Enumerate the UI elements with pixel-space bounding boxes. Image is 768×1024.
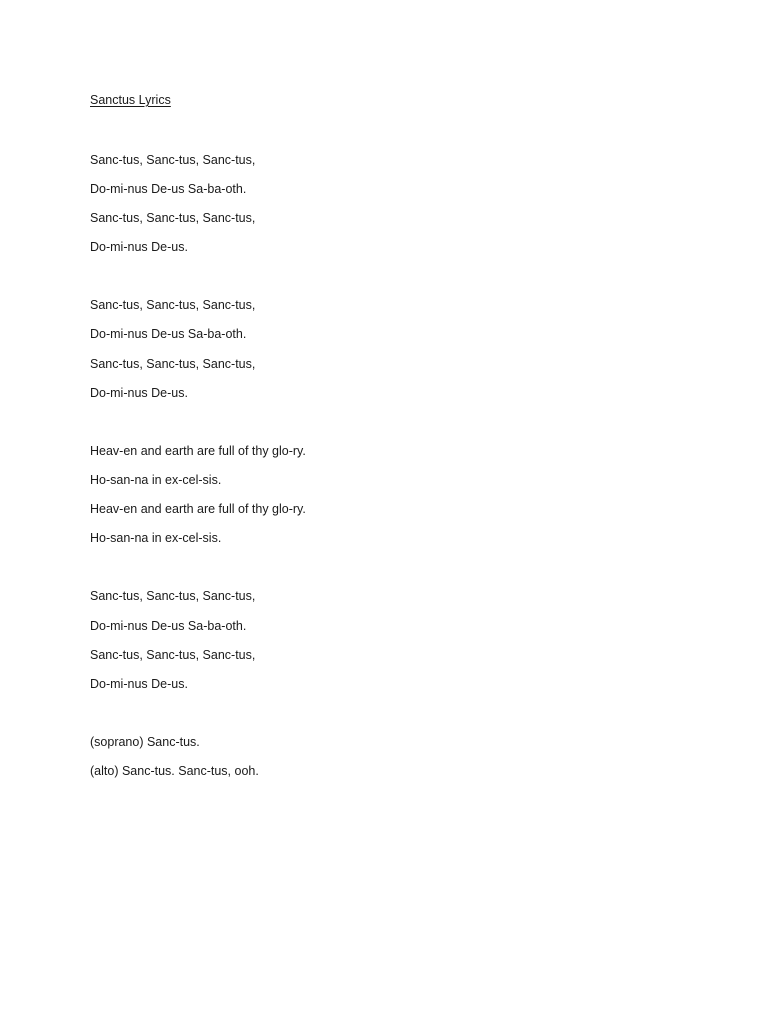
lyric-line: Do-mi-nus De-us. [90, 677, 188, 691]
lyric-line: Sanc-tus, Sanc-tus, Sanc-tus, [90, 357, 256, 371]
lyric-line: Sanc-tus, Sanc-tus, Sanc-tus, [90, 589, 256, 603]
lyric-line: Do-mi-nus De-us. [90, 240, 188, 254]
lyric-line: Ho-san-na in ex-cel-sis. [90, 531, 222, 545]
lyric-line: Sanc-tus, Sanc-tus, Sanc-tus, [90, 211, 256, 225]
lyric-line: Sanc-tus, Sanc-tus, Sanc-tus, [90, 153, 256, 167]
lyric-line: Do-mi-nus De-us. [90, 386, 188, 400]
lyric-line: (alto) Sanc-tus. Sanc-tus, ooh. [90, 764, 259, 778]
lyric-line: Do-mi-nus De-us Sa-ba-oth. [90, 327, 247, 341]
lyric-line: Heav-en and earth are full of thy glo-ry. [90, 444, 306, 458]
lyric-line: Do-mi-nus De-us Sa-ba-oth. [90, 182, 247, 196]
lyric-line: (soprano) Sanc-tus. [90, 735, 200, 749]
lyric-line: Ho-san-na in ex-cel-sis. [90, 473, 222, 487]
lyric-line: Sanc-tus, Sanc-tus, Sanc-tus, [90, 298, 256, 312]
document-title: Sanctus Lyrics [90, 93, 171, 107]
lyric-line: Heav-en and earth are full of thy glo-ry. [90, 502, 306, 516]
lyric-line: Do-mi-nus De-us Sa-ba-oth. [90, 619, 247, 633]
lyric-line: Sanc-tus, Sanc-tus, Sanc-tus, [90, 648, 256, 662]
